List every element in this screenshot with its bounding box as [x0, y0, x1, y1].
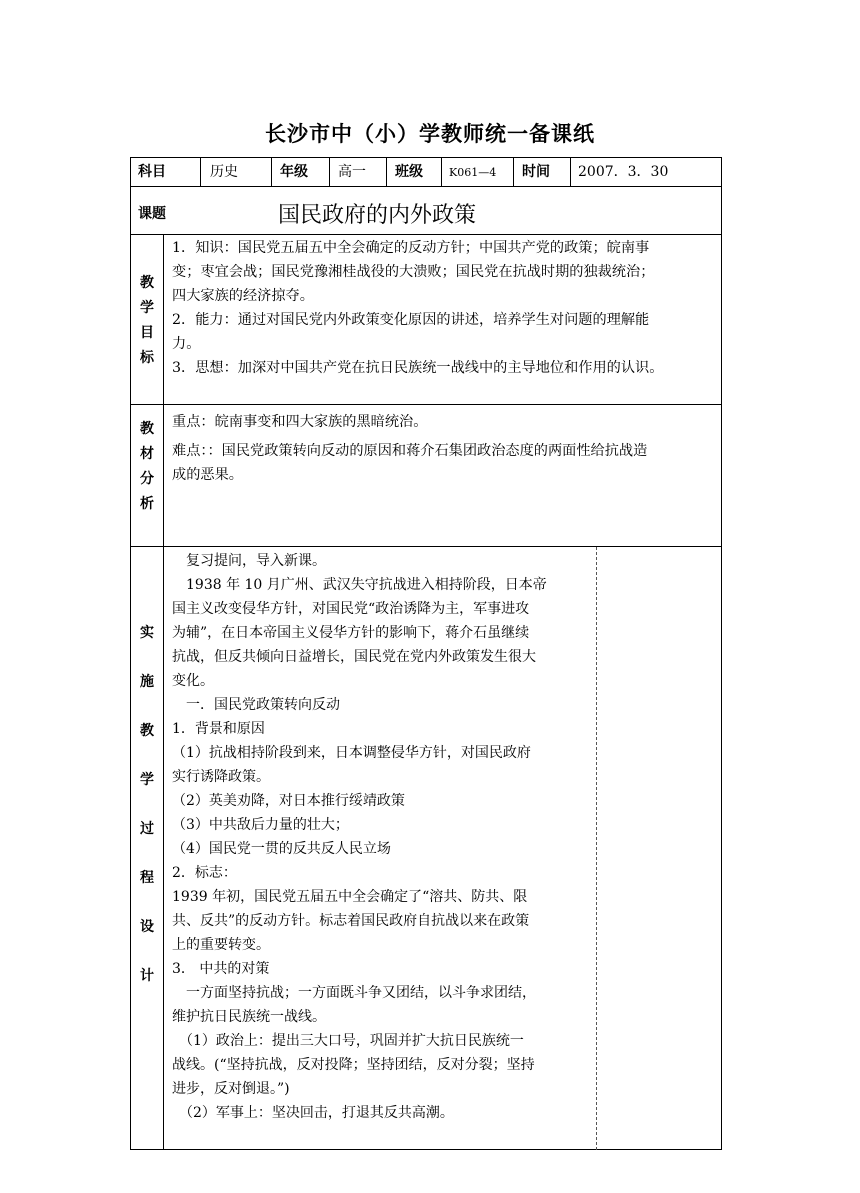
- process-line: 2．标志：: [172, 865, 237, 881]
- column-divider: [596, 547, 597, 1150]
- topic-label: 课题: [138, 206, 166, 222]
- subject-label: 科目: [138, 164, 166, 180]
- process-line: 3． 中共的对策: [172, 961, 270, 977]
- process-line: 进步，反对倒退。”): [172, 1081, 290, 1097]
- page-title: 长沙市中（小）学教师统一备课纸: [265, 122, 595, 146]
- goals-text: [172, 236, 720, 380]
- process-line: （4）国民党一贯的反共反人民立场: [172, 841, 391, 857]
- process-line: 战线。(“坚持抗战，反对投降；坚持团结，反对分裂；坚持: [172, 1057, 535, 1073]
- process-line: （3）中共敌后力量的壮大；: [172, 817, 349, 833]
- process-line: （1）政治上：提出三大口号，巩固并扩大抗日民族统一: [172, 1033, 524, 1049]
- analysis-text: [172, 410, 720, 487]
- class-label: 班级: [395, 164, 423, 180]
- process-line: 1938 年 10 月广州、武汉失守抗战进入相持阶段，日本帝: [172, 577, 547, 593]
- process-line: 上的重要转变。: [172, 937, 270, 953]
- time-value: 2007．3．30: [578, 164, 669, 180]
- process-line: 1939 年初，国民党五届五中全会确定了“溶共、防共、限: [172, 889, 528, 905]
- process-line: （1）抗战相持阶段到来，日本调整侵华方针，对国民政府: [172, 745, 531, 761]
- process-line: 抗战，但反共倾向日益增长，国民党在党内外政策发生很大: [172, 649, 536, 665]
- subject-value: 历史: [210, 164, 238, 180]
- process-line: 共、反共”的反动方针。标志着国民政府自抗战以来在政策: [172, 913, 530, 929]
- time-label: 时间: [522, 164, 550, 180]
- process-line: 为辅”，在日本帝国主义侵华方针的影响下，蒋介石虽继续: [172, 625, 530, 641]
- goals-line: 1．知识：国民党五届五中全会确定的反动方针；中国共产党的政策；皖南事: [172, 240, 650, 256]
- process-line: 维护抗日民族统一战线。: [172, 1009, 326, 1025]
- process-line: （2）军事上：坚决回击，打退其反共高潮。: [172, 1105, 454, 1121]
- topic-title: 国民政府的内外政策: [278, 203, 477, 228]
- goals-line: 2．能力：通过对国民党内外政策变化原因的讲述，培养学生对问题的理解能: [172, 312, 650, 328]
- process-line: 国主义改变侵华方针，对国民党“政治诱降为主，军事进攻: [172, 601, 530, 617]
- goals-line: 3．思想：加深对中国共产党在抗日民族统一战线中的主导地位和作用的认识。: [172, 360, 664, 376]
- grade-label: 年级: [280, 164, 308, 180]
- process-line: 一方面坚持抗战；一方面既斗争又团结，以斗争求团结，: [172, 985, 536, 1001]
- analysis-key-point: 重点：皖南事变和四大家族的黑暗统治。: [172, 414, 428, 430]
- process-line: 一．国民党政策转向反动: [172, 697, 340, 713]
- analysis-difficulty: 难点：：国民党政策转向反动的原因和蒋介石集团政治态度的两面性给抗战造: [172, 443, 648, 459]
- goals-line: 变；枣宜会战；国民党豫湘桂战役的大溃败；国民党在抗战时期的独裁统治；: [172, 264, 655, 280]
- class-value: K061—4: [449, 166, 497, 179]
- process-line: 1．背景和原因: [172, 721, 265, 737]
- process-text: [172, 549, 596, 1125]
- goals-line: 力。: [172, 336, 201, 352]
- process-line: （2）英美劝降，对日本推行绥靖政策: [172, 793, 405, 809]
- analysis-difficulty-cont: 成的恶果。: [172, 467, 243, 483]
- grade-value: 高一: [338, 164, 366, 180]
- process-line: 实行诱降政策。: [172, 769, 270, 785]
- process-line: 变化。: [172, 673, 214, 689]
- process-line: 复习提问，导入新课。: [172, 553, 326, 569]
- goals-line: 四大家族的经济掠夺。: [172, 288, 314, 304]
